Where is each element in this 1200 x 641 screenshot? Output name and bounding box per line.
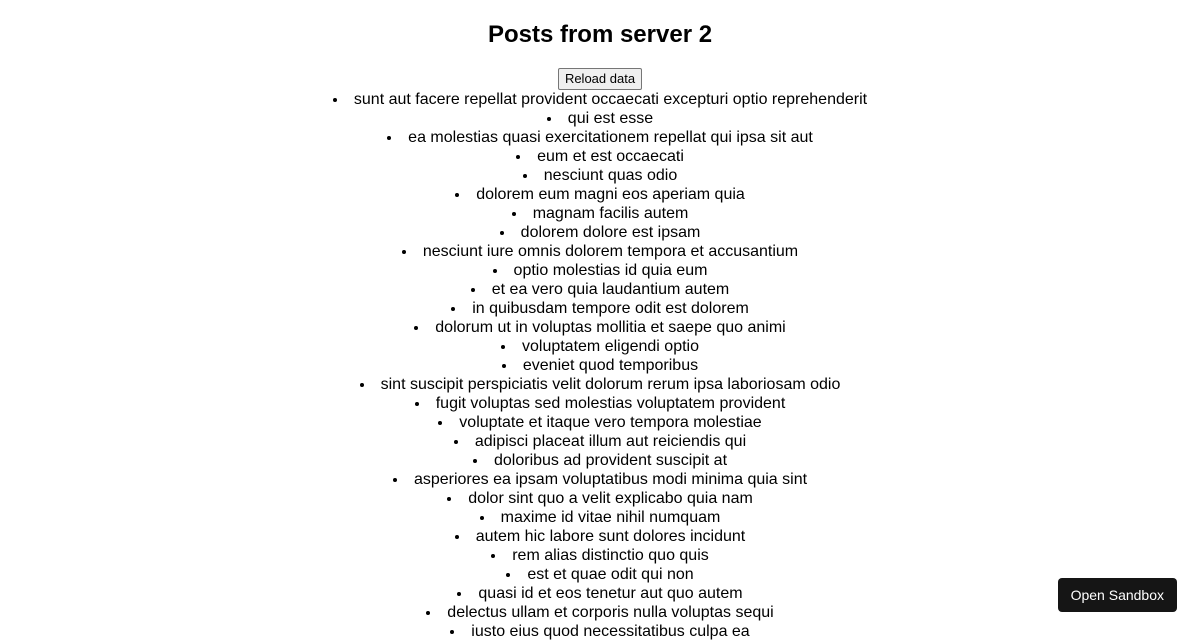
post-list-item: • dolorem dolore est ipsam	[0, 223, 1200, 242]
post-list-item: • voluptate et itaque vero tempora molestiae	[0, 413, 1200, 432]
page-title: Posts from server 2	[487, 21, 713, 48]
post-list-item: • magnam facilis autem	[0, 204, 1200, 223]
open-sandbox-button[interactable]: Open Sandbox	[1058, 578, 1177, 612]
post-list-item: • rem alias distinctio quo quis	[0, 546, 1200, 565]
post-list-item: • dolor sint quo a velit explicabo quia nam	[0, 489, 1200, 508]
post-list-item: • delectus ullam et corporis nulla voluptas sequi	[0, 603, 1200, 622]
post-list-item: • sunt aut facere repellat provident occaecati excepturi optio reprehenderit	[0, 90, 1200, 109]
post-list-item: • eveniet quod temporibus	[0, 356, 1200, 375]
post-list-item: • adipisci placeat illum aut reiciendis qui	[0, 432, 1200, 451]
post-list-item: • maxime id vitae nihil numquam	[0, 508, 1200, 527]
post-list-item: • optio molestias id quia eum	[0, 261, 1200, 280]
reload-container	[0, 68, 1200, 90]
post-list-item: • eum et est occaecati	[0, 147, 1200, 166]
post-list-item: • nesciunt iure omnis dolorem tempora et accusantium	[0, 242, 1200, 261]
post-list-item: • voluptatem eligendi optio	[0, 337, 1200, 356]
post-list-item: • autem hic labore sunt dolores incidunt	[0, 527, 1200, 546]
post-list-item: • qui est esse	[0, 109, 1200, 128]
post-list-item: • ea molestias quasi exercitationem repellat qui ipsa sit aut	[0, 128, 1200, 147]
post-list-item: • sint suscipit perspiciatis velit dolorum rerum ipsa laboriosam odio	[0, 375, 1200, 394]
reload-data-button[interactable]: Reload data	[558, 68, 642, 90]
post-list-item: • asperiores ea ipsam voluptatibus modi minima quia sint	[0, 470, 1200, 489]
post-list-item: • dolorum ut in voluptas mollitia et saepe quo animi	[0, 318, 1200, 337]
post-list-item: • et ea vero quia laudantium autem	[0, 280, 1200, 299]
post-list-item: • est et quae odit qui non	[0, 565, 1200, 584]
post-list-item: • fugit voluptas sed molestias voluptatem provident	[0, 394, 1200, 413]
post-list-item: • dolorem eum magni eos aperiam quia	[0, 185, 1200, 204]
post-list-item: • doloribus ad provident suscipit at	[0, 451, 1200, 470]
post-list-item: • nesciunt quas odio	[0, 166, 1200, 185]
post-list-item: • iusto eius quod necessitatibus culpa ea	[0, 622, 1200, 641]
post-list-item: • in quibusdam tempore odit est dolorem	[0, 299, 1200, 318]
posts-list	[0, 90, 1200, 641]
post-list-item: • quasi id et eos tenetur aut quo autem	[0, 584, 1200, 603]
